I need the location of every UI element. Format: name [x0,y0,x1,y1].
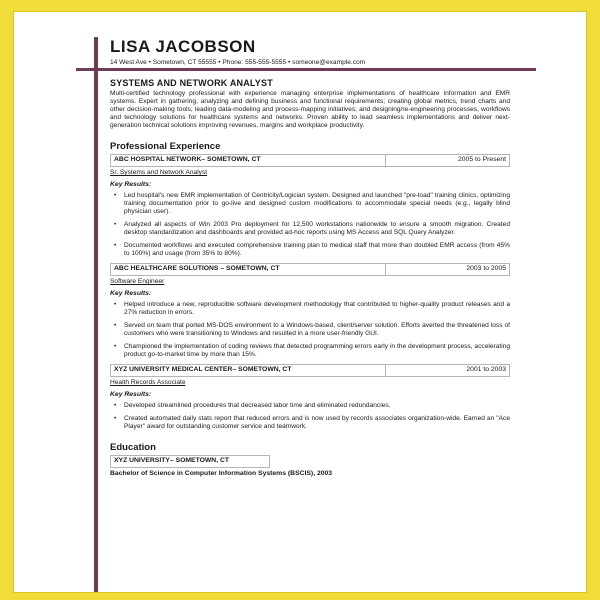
education-section-title: Education [110,442,156,453]
job-company: ABC HOSPITAL NETWORK– SOMETOWN, CT [114,156,261,163]
key-results-label: Key Results: [110,181,152,188]
job-bullet: • Documented workflows and executed comprehensive training plan to medical staff that more than doubled EMR access (from 45% to 100%) and usage (from 35% to 80%). [124,242,510,258]
job-bullet: • Created automated daily stats report that reduced errors and is now used by records associates organization-wide. Earned an "Ace Player" award for outstanding customer service and teamwork. [124,415,510,431]
job-entry [110,263,510,359]
contact-line: 14 West Ave • Sometown, CT 55555 • Phone: 555-555-5555 • someone@example.com [110,59,366,66]
education-header [110,455,270,468]
job-bullet: • Helped introduce a new, reproducible software development methodology that contributed to higher-quality product releases and a 27% reduction in errors. [124,301,510,317]
job-dates: 2005 to Present [385,155,509,166]
summary: Multi-certified technology professional with experience managing enterprise implementations of healthcare information and EMR systems. Expert in gathering, analyzing and defining business and functional requirements; creating global metrics, trend charts and other decision-making tools; leading data-modeling and process-mapping initiatives; and designing/re-engineering processes, workflows and technology solutions for healthcare systems and networks. Proven ability to lead seamless implementations and deliver next-generation technical solutions improving revenues, margins and workplace productivity. [110,90,510,129]
job-bullet: • Analyzed all aspects of Win 2003 Pro deployment for 12,500 workstations nationwide to ensure a smooth migration. Created desktop standardization and dashboards and provided ad-hoc reports using MS Access and SQL Query Analyzer. [124,221,510,237]
job-bullet: • Served on team that ported MS-DOS environment to a Windows-based, client/server solution. Efforts averted the threatened loss of customers who were transitioning to Windows and resulted in a more user-friendly GUI. [124,322,510,338]
job-bullet: • Led hospital's new EMR implementation of Centricity/Logician system. Designed and launched "pre-load" training clinics, optimizing training documentation prior to go-live and designed custom modifications to accommodate special needs (e.g., legally blind physician user). [124,192,510,216]
job-entry [110,364,510,431]
key-results-label: Key Results: [110,290,152,297]
headline: SYSTEMS AND NETWORK ANALYST [110,78,273,88]
resume-content [110,78,510,477]
experience-section-title: Professional Experience [110,141,221,152]
job-bullet: • Developed streamlined procedures that decreased labor time and eliminated redundancies. [124,402,510,410]
job-header [110,364,510,377]
job-title: Health Records Associate [110,379,186,386]
key-results-label: Key Results: [110,391,152,398]
job-bullets [110,301,510,359]
job-bullet: • Championed the implementation of coding reviews that detected programming errors early in the development process, accelerating product go-to-market time by more than 15%. [124,343,510,359]
job-dates: 2003 to 2005 [385,264,509,275]
education-degree: Bachelor of Science in Computer Information Systems (BSCIS), 2003 [110,470,333,477]
job-bullets [110,402,510,431]
job-dates: 2001 to 2003 [385,365,509,376]
job-entry [110,154,510,258]
resume-page [14,12,586,592]
job-company: ABC HEALTHCARE SOLUTIONS – SOMETOWN, CT [114,265,280,272]
education-school: XYZ UNIVERSITY– SOMETOWN, CT [114,457,230,464]
job-header [110,263,510,276]
vertical-accent-bar [94,37,98,592]
job-title: Software Engineer [110,278,165,285]
job-company: XYZ UNIVERSITY MEDICAL CENTER– SOMETOWN, CT [114,366,292,373]
job-bullets [110,192,510,258]
job-header [110,154,510,167]
horizontal-accent-bar [76,68,536,71]
job-title: Sr. Systems and Network Analyst [110,169,208,176]
resume-name: LISA JACOBSON [110,37,256,56]
